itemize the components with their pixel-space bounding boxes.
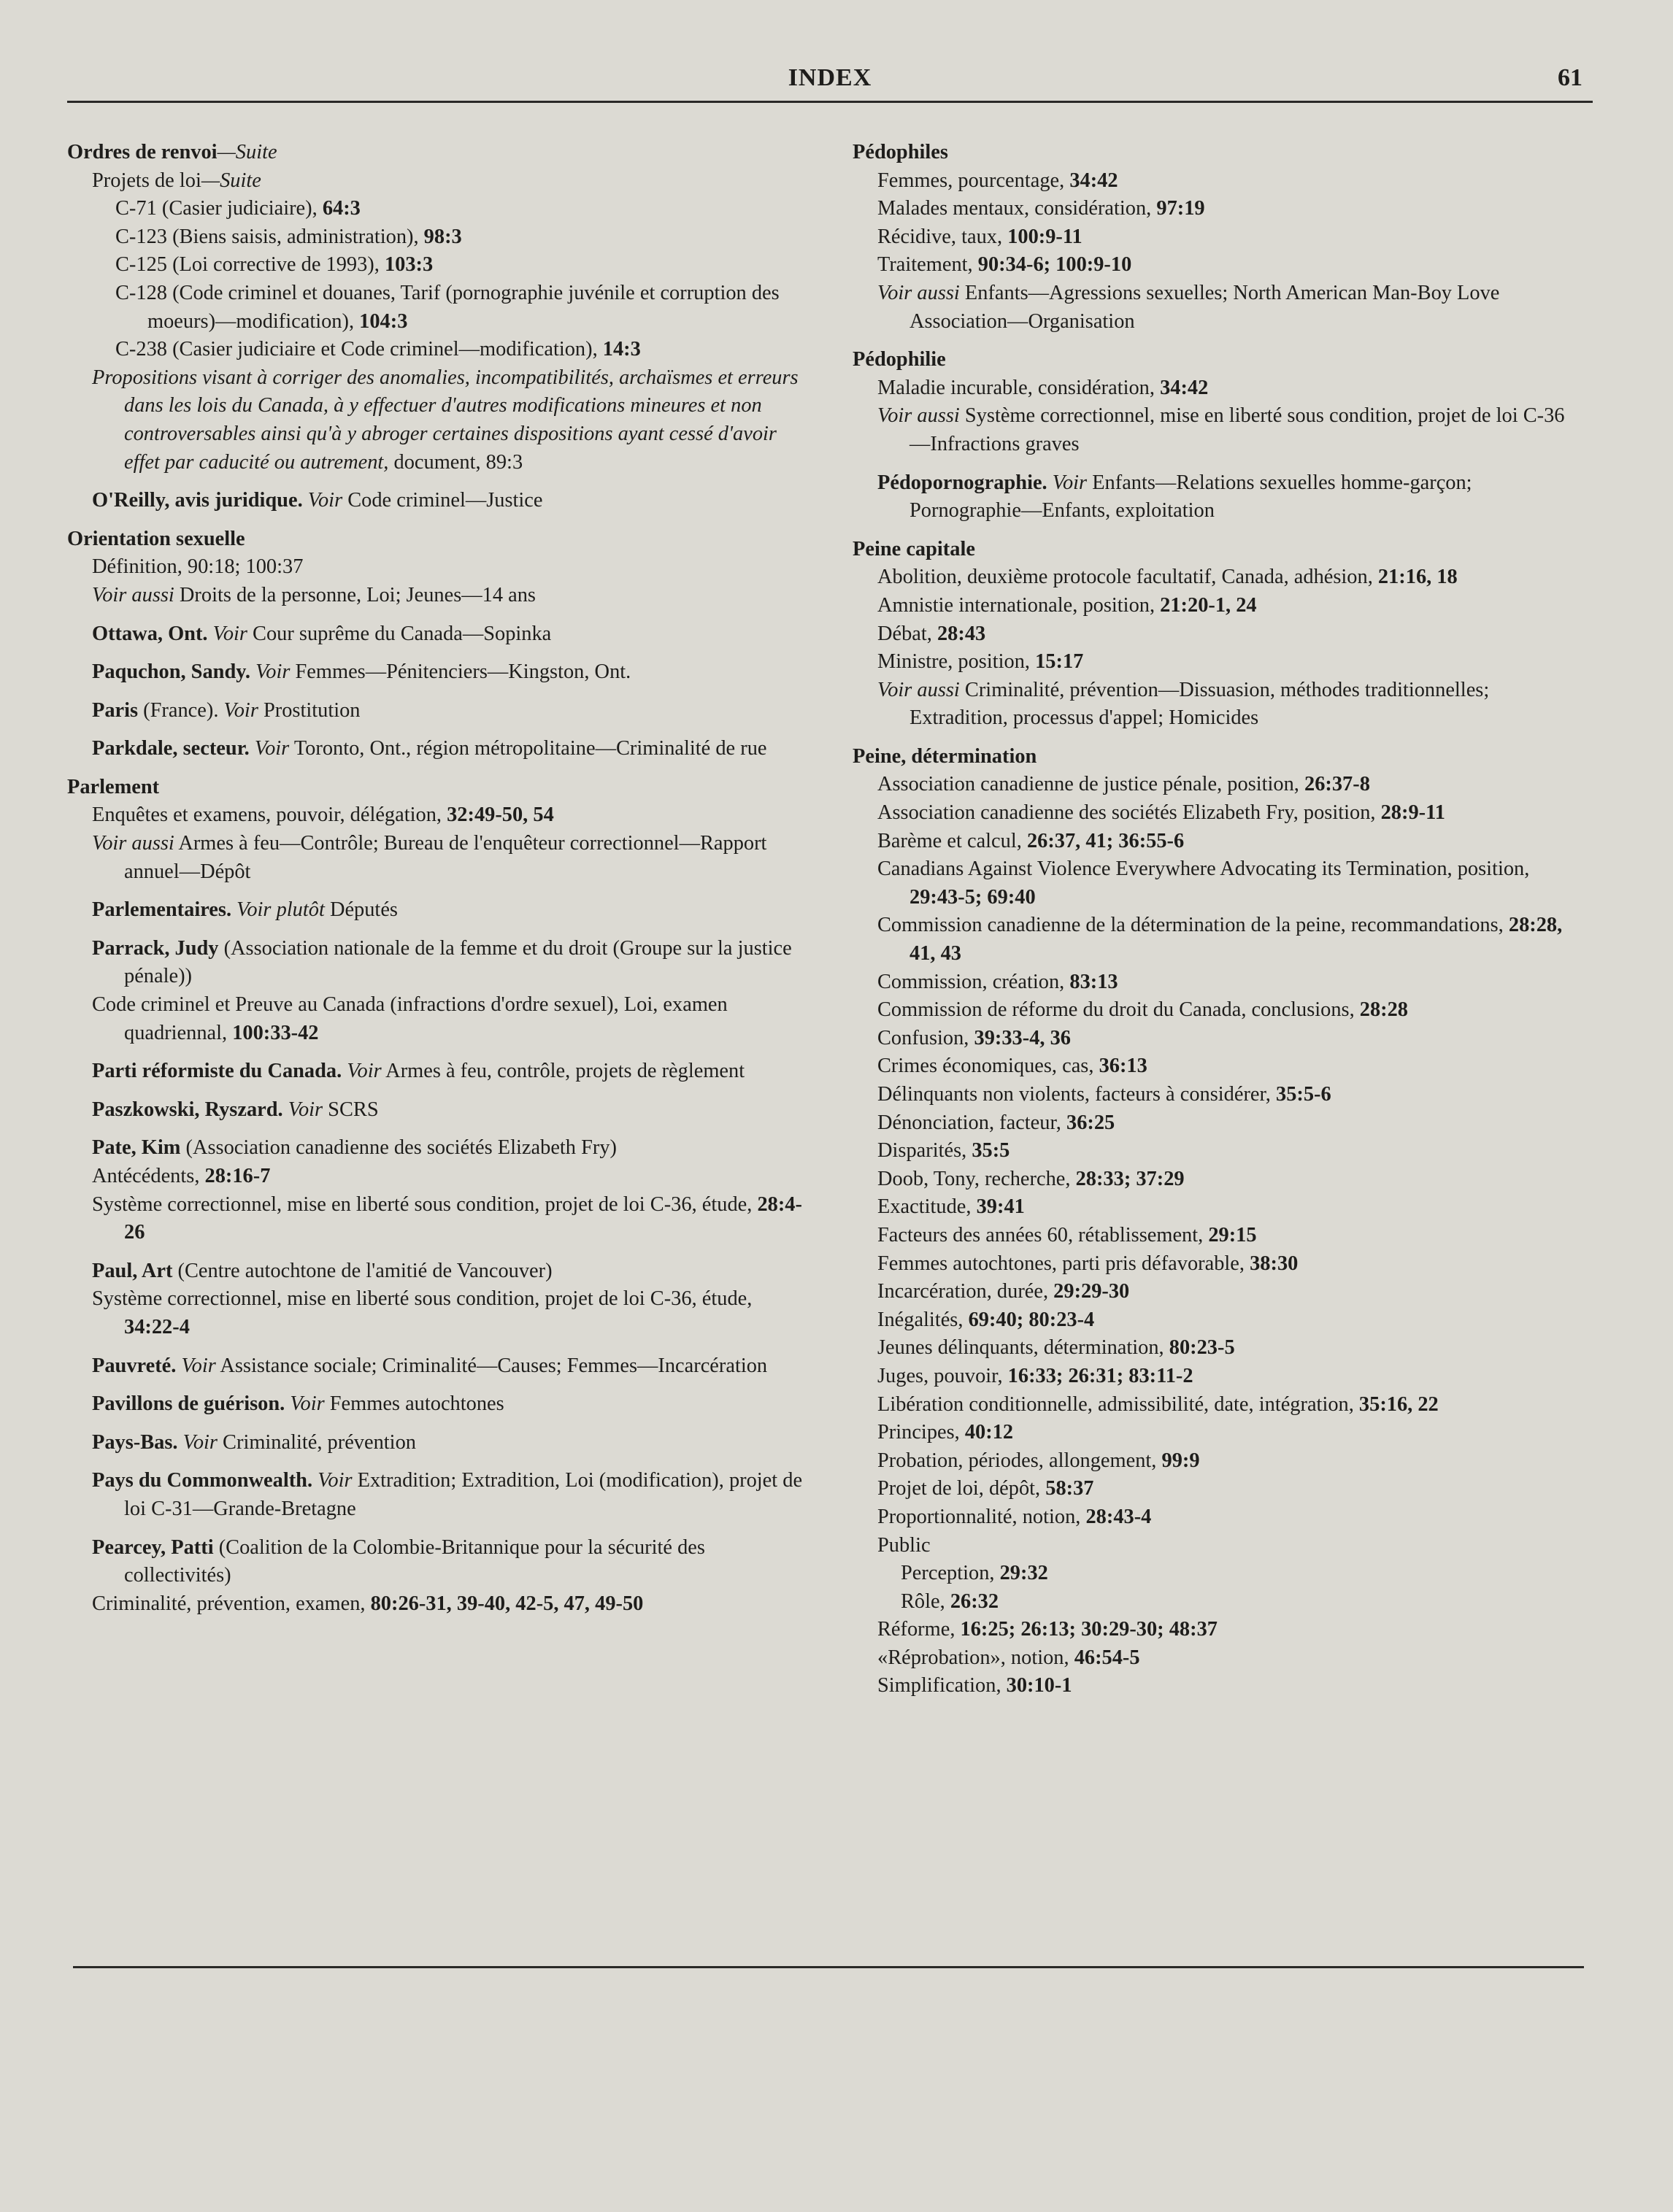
subentry: Traitement, 90:34-6; 100:9-10 — [877, 253, 1132, 277]
subentry: Maladie incurable, considération, 34:42 — [877, 376, 1209, 399]
entry-heading: Paul, Art — [92, 1259, 173, 1282]
entry-heading: Peine, détermination — [853, 744, 1037, 768]
index-entry: Pédopornographie. Voir Enfants—Relations sexuelles homme-garçon; Pornographie—Enfants, exploitation — [877, 471, 1472, 523]
subentry: Confusion, 39:33-4, 36 — [877, 1026, 1071, 1049]
subentry: Facteurs des années 60, rétablissement, 29:15 — [877, 1223, 1257, 1246]
entry-heading: Parlementaires. — [92, 898, 232, 922]
subentry: Femmes, pourcentage, 34:42 — [877, 169, 1118, 192]
index-entry: Parrack, Judy (Association nationale de la femme et du droit (Groupe sur la justice pénale)) Code criminel et Preuve au Canada (infractions d'ordre sexuel), Loi, examen quadriennal, 100:33-42 — [67, 935, 804, 1047]
subentry: Délinquants non violents, facteurs à considérer, 35:5-6 — [877, 1083, 1331, 1106]
entry-heading: Parrack, Judy — [92, 936, 219, 960]
subentry: Système correctionnel, mise en liberté sous condition, projet de loi C-36, étude, 34:22-4 — [92, 1287, 753, 1338]
subentry: Libération conditionnelle, admissibilité, date, intégration, 35:16, 22 — [877, 1392, 1439, 1416]
subentry: Voir aussi Enfants—Agressions sexuelles; North American Man-Boy Love Association—Organisation — [877, 281, 1500, 333]
page-header — [67, 61, 1593, 105]
entry-heading: Pays-Bas. — [92, 1430, 178, 1454]
subentry: Association canadienne de justice pénale, position, 26:37-8 — [877, 773, 1370, 796]
index-entry: Paszkowski, Ryszard. Voir SCRS — [92, 1098, 379, 1121]
subentry: Canadians Against Violence Everywhere Advocating its Termination, position, 29:43-5; 69:40 — [877, 858, 1530, 909]
subentry: Code criminel et Preuve au Canada (infractions d'ordre sexuel), Loi, examen quadriennal, 100:33-42 — [92, 993, 728, 1044]
subentry: Voir aussi Droits de la personne, Loi; Jeunes—14 ans — [92, 583, 536, 606]
index-entry — [853, 743, 1582, 1700]
subentry: Projet de loi, dépôt, 58:37 — [877, 1477, 1094, 1500]
subentry: Juges, pouvoir, 16:33; 26:31; 83:11-2 — [877, 1364, 1193, 1387]
index-column-left — [67, 139, 804, 1628]
subentry: Système correctionnel, mise en liberté sous condition, projet de loi C-36, étude, 28:4-26 — [92, 1192, 802, 1244]
subentry: Récidive, taux, 100:9-11 — [877, 225, 1082, 248]
entry-heading: Pate, Kim — [92, 1136, 181, 1160]
entry-heading: Parkdale, secteur. — [92, 737, 250, 760]
index-entry — [853, 536, 1582, 733]
subentry: Débat, 28:43 — [877, 622, 986, 645]
index-entry: O'Reilly, avis juridique. Voir Code criminel—Justice — [92, 489, 543, 512]
subentry: Voir aussi Armes à feu—Contrôle; Bureau de l'enquêteur correctionnel—Rapport annuel—Dépôt — [92, 832, 767, 883]
index-entry: Pauvreté. Voir Assistance sociale; Criminalité—Causes; Femmes—Incarcération — [92, 1354, 768, 1377]
entry-heading: Paszkowski, Ryszard. — [92, 1098, 283, 1121]
index-entry — [67, 525, 804, 610]
subentry: Disparités, 35:5 — [877, 1139, 1010, 1163]
subentry: Enquêtes et examens, pouvoir, délégation, 32:49-50, 54 — [92, 804, 554, 827]
entry-heading: Pavillons de guérison. — [92, 1392, 285, 1416]
subentry: Public — [877, 1533, 931, 1557]
subentry: Doob, Tony, recherche, 28:33; 37:29 — [877, 1167, 1185, 1190]
subentry: C-123 (Biens saisis, administration), 98:3 — [115, 225, 462, 248]
index-entry: Paquchon, Sandy. Voir Femmes—Pénitenciers—Kingston, Ont. — [92, 660, 631, 684]
subentry: Criminalité, prévention, examen, 80:26-31, 39-40, 42-5, 47, 49-50 — [92, 1592, 644, 1615]
entry-heading: Paquchon, Sandy. — [92, 660, 250, 684]
entry-heading: Orientation sexuelle — [67, 527, 245, 550]
index-entry: Pays du Commonwealth. Voir Extradition; Extradition, Loi (modification), projet de loi C-31—Grande-Bretagne — [92, 1469, 803, 1520]
subentry: Exactitude, 39:41 — [877, 1195, 1025, 1219]
subentry: Réforme, 16:25; 26:13; 30:29-30; 48:37 — [877, 1618, 1218, 1641]
subentry: Incarcération, durée, 29:29-30 — [877, 1280, 1130, 1303]
subentry: Perception, 29:32 — [901, 1562, 1048, 1585]
index-entry: Parlementaires. Voir plutôt Députés — [92, 898, 398, 922]
subentry: Antécédents, 28:16-7 — [92, 1165, 271, 1187]
index-entry: Pavillons de guérison. Voir Femmes autochtones — [92, 1392, 504, 1416]
subentry: Ministre, position, 15:17 — [877, 650, 1084, 674]
index-entry: Ottawa, Ont. Voir Cour suprême du Canada—Sopinka — [92, 622, 552, 645]
footer-rule — [73, 1966, 1584, 1968]
subentry: Association canadienne des sociétés Elizabeth Fry, position, 28:9-11 — [877, 801, 1445, 825]
subentry: Barème et calcul, 26:37, 41; 36:55-6 — [877, 829, 1185, 852]
entry-heading: Parlement — [67, 775, 160, 798]
index-column-right — [853, 139, 1582, 1711]
subentry: Commission canadienne de la détermination de la peine, recommandations, 28:28, 41, 43 — [877, 914, 1563, 966]
subentry: Propositions visant à corriger des anomalies, incompatibilités, archaïsmes et erreurs dans les lois du Canada, à y effectuer d'autres modifications mineures et non controversables ainsi qu'à y abroger certaines dispositions ayant cessé d'avoir effet par caducité ou autrement, document, 89:3 — [92, 366, 799, 474]
subentry: Crimes économiques, cas, 36:13 — [877, 1055, 1147, 1078]
subentry: Malades mentaux, considération, 97:19 — [877, 197, 1205, 220]
subentry: C-71 (Casier judiciaire), 64:3 — [115, 197, 361, 220]
entry-heading: Pédophiles — [853, 141, 948, 163]
subentry: Dénonciation, facteur, 36:25 — [877, 1111, 1115, 1134]
index-entry — [853, 346, 1582, 458]
index-entry — [67, 774, 804, 886]
header-title: INDEX — [788, 64, 872, 91]
subentry: Femmes autochtones, parti pris défavorable, 38:30 — [877, 1252, 1299, 1275]
subentry: C-238 (Casier judiciaire et Code criminel—modification), 14:3 — [115, 338, 641, 361]
page-number: 61 — [1558, 64, 1582, 91]
index-entry — [853, 139, 1582, 336]
entry-heading: Paris — [92, 698, 139, 722]
entry-heading: Parti réformiste du Canada. — [92, 1060, 342, 1083]
subentry: C-128 (Code criminel et douanes, Tarif (pornographie juvénile et corruption des moeurs)—modification), 104:3 — [115, 281, 780, 333]
subentry: Principes, 40:12 — [877, 1421, 1014, 1444]
index-entry: Pearcey, Patti (Coalition de la Colombie-Britannique pour la sécurité des collectivités) Criminalité, prévention, examen, 80:26-31, 39-40, 42-5, 47, 49-50 — [67, 1534, 804, 1619]
subentry: Commission de réforme du droit du Canada, conclusions, 28:28 — [877, 998, 1409, 1022]
entry-heading: Ordres de renvoi — [67, 141, 218, 163]
subentry: Voir aussi Criminalité, prévention—Dissuasion, méthodes traditionnelles; Extradition, processus d'appel; Homicides — [877, 678, 1490, 730]
subentry: Voir aussi Système correctionnel, mise en liberté sous condition, projet de loi C-36—Infractions graves — [877, 404, 1565, 455]
subentry: Rôle, 26:32 — [901, 1589, 999, 1613]
index-entry: Pays-Bas. Voir Criminalité, prévention — [92, 1430, 416, 1454]
entry-heading: Pauvreté. — [92, 1354, 177, 1377]
subentry: Définition, 90:18; 100:37 — [92, 555, 304, 579]
entry-heading: O'Reilly, avis juridique. — [92, 489, 303, 512]
entry-heading: Peine capitale — [853, 537, 975, 560]
subentry: Proportionnalité, notion, 28:43-4 — [877, 1505, 1152, 1528]
subentry: Abolition, deuxième protocole facultatif, Canada, adhésion, 21:16, 18 — [877, 566, 1458, 589]
index-entry: Paris (France). Voir Prostitution — [92, 698, 361, 722]
subentry: Amnistie internationale, position, 21:20-1, 24 — [877, 593, 1257, 617]
index-entry: Parti réformiste du Canada. Voir Armes à feu, contrôle, projets de règlement — [92, 1060, 745, 1083]
subentry: Inégalités, 69:40; 80:23-4 — [877, 1308, 1095, 1331]
entry-heading: Pédophilie — [853, 348, 946, 371]
subentry: Simplification, 30:10-1 — [877, 1674, 1072, 1697]
subentry: Jeunes délinquants, détermination, 80:23-5 — [877, 1336, 1235, 1360]
entry-heading: Pearcey, Patti — [92, 1535, 214, 1559]
subentry: C-125 (Loi corrective de 1993), 103:3 — [115, 253, 434, 277]
index-entry: Paul, Art (Centre autochtone de l'amitié de Vancouver) Système correctionnel, mise en liberté sous condition, projet de loi C-36, étude, 34:22-4 — [67, 1257, 804, 1342]
entry-heading: Pays du Commonwealth. — [92, 1469, 313, 1492]
subentry: «Réprobation», notion, 46:54-5 — [877, 1646, 1140, 1669]
entry-heading: Ottawa, Ont. — [92, 622, 208, 645]
index-entry: Pate, Kim (Association canadienne des sociétés Elizabeth Fry) Antécédents, 28:16-7 Système correctionnel, mise en liberté sous condition, projet de loi C-36, étude, 28:4-26 — [67, 1134, 804, 1246]
entry-heading: Pédopornographie. — [877, 471, 1047, 494]
subentry: Probation, périodes, allongement, 99:9 — [877, 1449, 1200, 1472]
subentry: Commission, création, 83:13 — [877, 970, 1118, 993]
index-entry: Parkdale, secteur. Voir Toronto, Ont., région métropolitaine—Criminalité de rue — [92, 737, 767, 760]
index-entry: Ordres de renvoi—Suite Projets de loi—Suite C-71 (Casier judiciaire), 64:3 C-123 (Biens saisis, administration), 98:3 C-125 (Loi corrective de 1993), 103:3 C-128 (Code criminel et douanes, Tarif (pornographie juvénile et corruption des moeurs)—modification), 104:3 C-238 (Casier judiciaire et Code criminel—modification), 14:3 Propositions visant à corriger des anomalies, incompatibilités, archaïsmes et erreurs dans les lois du Canada, à y effectuer d'autres modifications mineures et non controversables ainsi qu'à y abroger certaines dispositions ayant cessé d'avoir effet par caducité ou autrement, document, 89:3 — [67, 139, 804, 477]
header-rule — [67, 101, 1593, 103]
